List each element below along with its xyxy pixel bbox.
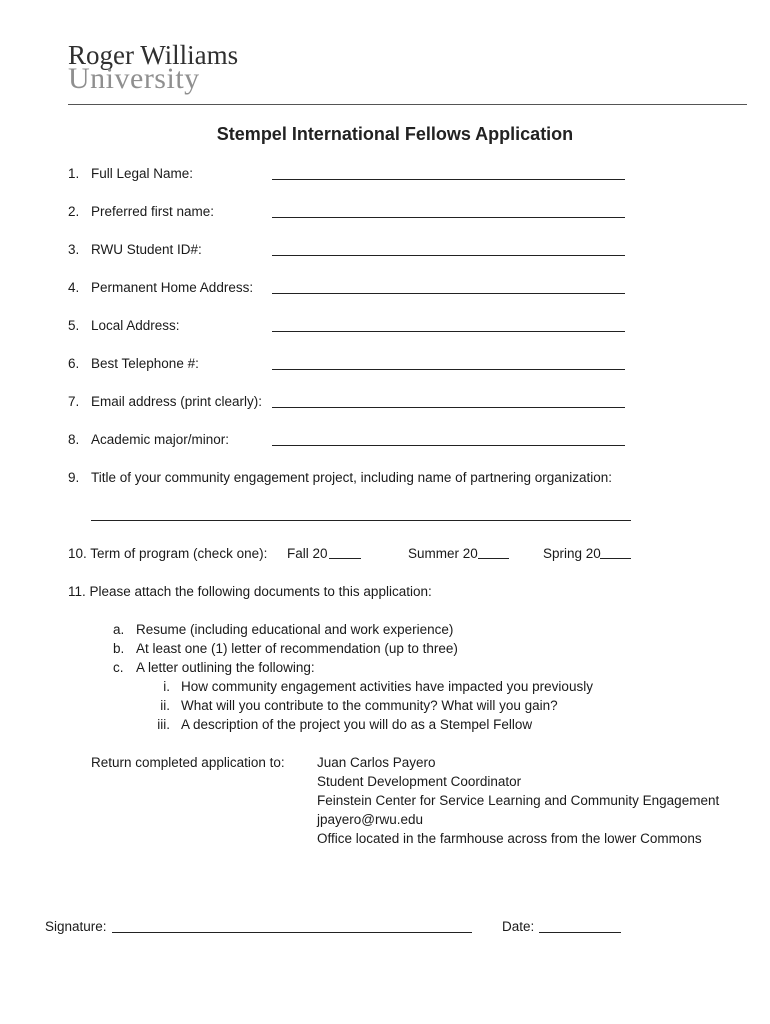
field-label-full-legal-name: Full Legal Name: (91, 166, 194, 181)
term-summer-line[interactable] (478, 558, 509, 559)
term-summer-label: Summer 20 (408, 546, 478, 561)
attachments-label: 11. Please attach the following documents to this application: (68, 584, 432, 599)
return-title: Student Development Coordinator (317, 774, 522, 789)
attachment-item-resume: Resume (including educational and work experience) (136, 622, 454, 637)
term-fall-line[interactable] (329, 558, 361, 559)
date-label: Date: (502, 919, 535, 934)
field-num-8: 8. (68, 432, 80, 447)
field-line-student-id[interactable] (272, 255, 625, 256)
logo-roger-williams: Roger Williams (68, 40, 239, 70)
field-label-project-title: Title of your community engagement project, including name of partnering organization: (91, 470, 613, 485)
term-spring-line[interactable] (600, 558, 631, 559)
field-label-major-minor: Academic major/minor: (91, 432, 230, 447)
field-num-2: 2. (68, 204, 80, 219)
return-label: Return completed application to: (91, 755, 285, 770)
attachment-item-recommendation: At least one (1) letter of recommendation (up to three) (136, 641, 458, 656)
attachment-item-letter: A letter outlining the following: (136, 660, 315, 675)
term-label: 10. Term of program (check one): (68, 546, 268, 561)
return-location: Office located in the farmhouse across from the lower Commons (317, 831, 702, 846)
subitem-description: A description of the project you will do as a Stempel Fellow (181, 717, 533, 732)
field-label-home-address: Permanent Home Address: (91, 280, 254, 295)
field-label-preferred-name: Preferred first name: (91, 204, 215, 219)
return-email: jpayero@rwu.edu (317, 812, 424, 827)
attachment-marker-b: b. (113, 641, 125, 656)
field-line-project-title[interactable] (91, 520, 631, 521)
logo-university: University (68, 62, 200, 95)
field-label-email: Email address (print clearly): (91, 394, 263, 409)
attachment-marker-a: a. (113, 622, 125, 637)
field-line-telephone[interactable] (272, 369, 625, 370)
field-line-local-address[interactable] (272, 331, 625, 332)
return-name: Juan Carlos Payero (317, 755, 436, 770)
field-line-preferred-name[interactable] (272, 217, 625, 218)
field-num-5: 5. (68, 318, 80, 333)
field-num-7: 7. (68, 394, 80, 409)
field-line-email[interactable] (272, 407, 625, 408)
field-label-local-address: Local Address: (91, 318, 180, 333)
header-divider (68, 104, 747, 105)
signature-label: Signature: (45, 919, 107, 934)
field-num-6: 6. (68, 356, 80, 371)
subitem-contribute: What will you contribute to the community? What will you gain? (181, 698, 558, 713)
field-num-1: 1. (68, 166, 80, 181)
field-line-full-legal-name[interactable] (272, 179, 625, 180)
signature-line[interactable] (112, 932, 472, 933)
term-spring-label: Spring 20 (543, 546, 601, 561)
field-num-4: 4. (68, 280, 80, 295)
return-department: Feinstein Center for Service Learning and Community Engagement (317, 793, 720, 808)
field-label-telephone: Best Telephone #: (91, 356, 199, 371)
field-line-major-minor[interactable] (272, 445, 625, 446)
term-fall-label: Fall 20 (287, 546, 328, 561)
subitem-marker-i: i. (163, 679, 170, 694)
page-title: Stempel International Fellows Application (216, 124, 574, 144)
subitem-impact: How community engagement activities have impacted you previously (181, 679, 593, 694)
field-num-9: 9. (68, 470, 80, 485)
date-line[interactable] (539, 932, 621, 933)
subitem-marker-ii: ii. (160, 698, 170, 713)
subitem-marker-iii: iii. (157, 717, 170, 732)
attachment-marker-c: c. (113, 660, 124, 675)
field-label-student-id: RWU Student ID#: (91, 242, 202, 257)
field-line-home-address[interactable] (272, 293, 625, 294)
field-num-3: 3. (68, 242, 80, 257)
